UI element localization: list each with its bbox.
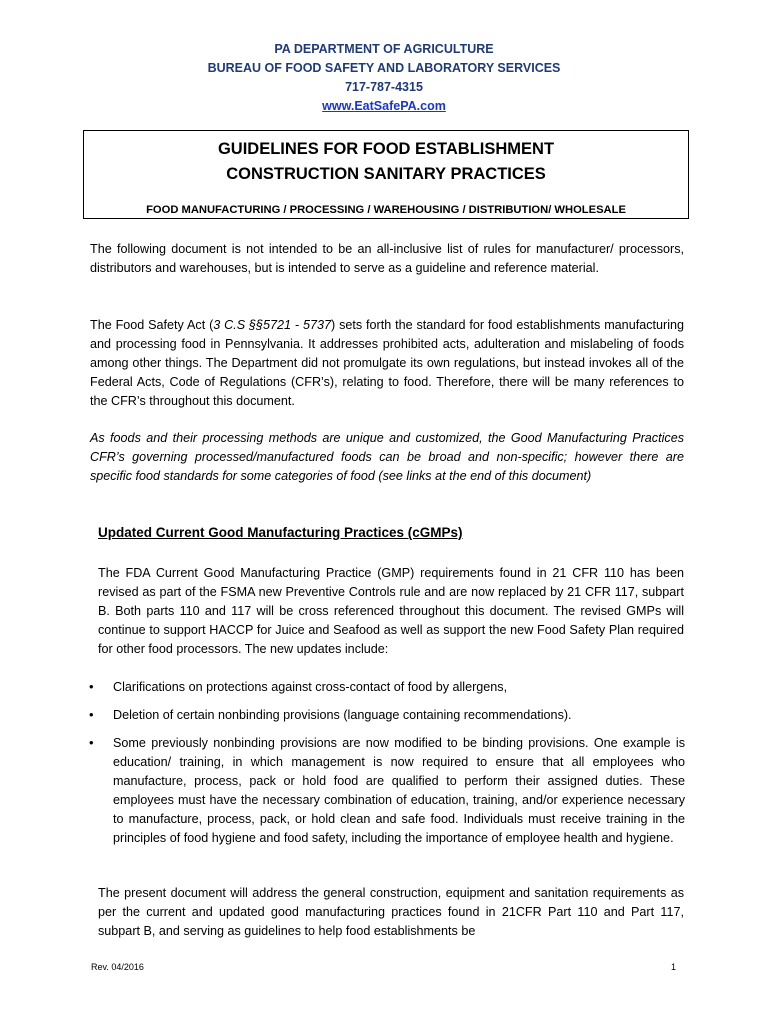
gmp-italic-paragraph: As foods and their processing methods are unique and customized, the Good Manufacturing Practices CFR’s governing processed/manufactured foods can be broad and non-specific; however there are specific food standards for some categories of food (see links at the end of this document) [90,431,684,483]
bullet-marker: • [89,679,94,694]
document-title-line1: GUIDELINES FOR FOOD ESTABLISHMENT [217,140,555,158]
agency-header [0,40,768,116]
list-item: Deletion of certain nonbinding provisions (language containing recommendations). [113,708,572,722]
document-subtitle: FOOD MANUFACTURING / PROCESSING / WAREHOUSING / DISTRIBUTION/ WHOLESALE [146,204,626,216]
page-number: 1 [671,962,677,972]
list-item: Clarifications on protections against cross-contact of food by allergens, [113,680,508,694]
revision-date: Rev. 04/2016 [91,962,144,972]
statute-citation: 3 C.S §§5721 - 5737 [213,318,332,332]
bullet-marker: • [89,707,94,722]
document-title-line2: CONSTRUCTION SANITARY PRACTICES [226,165,546,183]
bullet-marker: • [89,735,94,750]
section-heading: Updated Current Good Manufacturing Practices (cGMPs) [98,525,463,540]
cgmp-paragraph: The FDA Current Good Manufacturing Practice (GMP) requirements found in 21 CFR 110 has been revised as part of the FSMA new Preventive Controls rule and are now replaced by 21 CFR 117, subpart B. Both parts 110 and 117 will be cross referenced throughout this document. The revised GMPs will continue to support HACCP for Juice and Seafood as well as support the new Food Safety Plan required for other food processors. The new updates include: [98,566,684,656]
list-item: Some previously nonbinding provisions are now modified to be binding provisions. One example is education/ training, in which management is now required to ensure that all employees who manufacture, process, pack or hold food are qualified to perform their assigned duties. These employees must have the necessary combination of education, training, and/or experience necessary to manufacture, process, pack, or hold clean and safe food. Individuals must receive training in the principles of food hygiene and food safety, including the importance of employee health and hygiene. [113,736,685,845]
bureau-name: BUREAU OF FOOD SAFETY AND LABORATORY SERVICES [207,61,561,75]
website-link[interactable]: www.EatSafePA.com [322,99,446,113]
food-safety-act-paragraph: The Food Safety Act (3 C.S §§5721 - 5737) sets forth the standard for food establishments manufacturing and processing food in Pennsylvania. It addresses prohibited acts, adulteration and mislabeling of foods among other things. The Department did not promulgate its own regulations, but instead invokes all of the Federal Acts, Code of Regulations (CFR’s), relating to food. Therefore, there will be many references to the CFR’s throughout this document. [90,318,684,408]
intro-paragraph: The following document is not intended to be an all-inclusive list of rules for manufacturer/ processors, distributors and warehouses, but is intended to serve as a guideline and reference material. [90,242,684,275]
phone-number: 717-787-4315 [345,80,423,94]
department-name: PA DEPARTMENT OF AGRICULTURE [274,42,494,56]
title-box [83,130,689,219]
closing-paragraph: The present document will address the general construction, equipment and sanitation requirements as per the current and updated good manufacturing practices found in 21CFR Part 110 and Part 117, subpart B, and serving as guidelines to help food establishments be [98,886,684,938]
